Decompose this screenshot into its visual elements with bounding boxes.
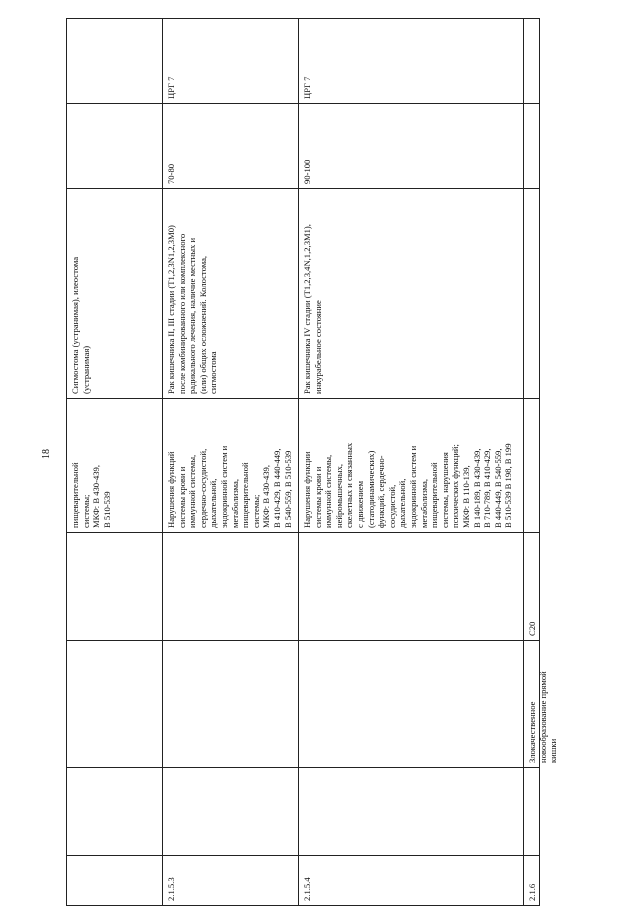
disease-name-cell (299, 641, 523, 768)
disease-name-cell (163, 641, 298, 768)
percentage-cell: 90-100 (299, 104, 523, 189)
classification-table (66, 18, 559, 906)
category-cell (524, 768, 539, 856)
row-number-cell: 2.1.5.4 (299, 856, 523, 906)
table-row (523, 18, 559, 906)
group-cell (524, 18, 539, 104)
category-cell (299, 768, 523, 856)
clinical-description-cell (524, 189, 539, 399)
page-number: 18 (41, 449, 52, 459)
group-cell: ЦРГ 7 (299, 18, 523, 104)
icd-code-cell (163, 533, 298, 641)
row-number-cell: 2.1.6 (524, 856, 539, 906)
row-number-cell: 2.1.5.3 (163, 856, 298, 906)
clinical-description-cell: Сигмостома (устранимая), илеостома (устранимая) (67, 189, 162, 399)
function-impairment-cell (524, 399, 539, 533)
percentage-cell (67, 104, 162, 189)
row-number-cell (67, 856, 162, 906)
function-impairment-cell: Нарушения функций системы крови и иммунной системы, сердечно-сосудистой, дыхательной, эндокринной систем и метаболизма, пищеварительной системы; МКФ: В 430-439, В 410-429, В 440-449, В 540-559, В 510-539 (163, 399, 298, 533)
percentage-cell: 70-80 (163, 104, 298, 189)
table-row (66, 18, 162, 906)
category-cell (67, 768, 162, 856)
table-row (298, 18, 523, 906)
disease-name-cell: Злокачественное новообразование прямой кишки (524, 641, 539, 768)
group-cell (67, 18, 162, 104)
table-row (162, 18, 298, 906)
disease-name-cell (67, 641, 162, 768)
icd-code-cell (67, 533, 162, 641)
function-impairment-cell: пищеварительной системы; МКФ: В 430-439, В 510-539 (67, 399, 162, 533)
group-cell: ЦРГ 7 (163, 18, 298, 104)
icd-code-cell (299, 533, 523, 641)
function-impairment-cell: Нарушения функции системы крови и иммунной системы, нейромышечных, скелетных и связанных с движением (статодинамических) функций, сердечно- сосудистой, дыхательной, эндокринной систем и метаболизма, пищеварительной системы, нарушения психических функций; МКФ: В 110-139, В 140-189, В 430-439, В 710-789, В 410-429, В 440-449, В 540-559, В 510-539 В 198, В 199 (299, 399, 523, 533)
category-cell (163, 768, 298, 856)
percentage-cell (524, 104, 539, 189)
clinical-description-cell: Рак кишечника II, III стадии (T1,2,3N1,2,3M0) после комбинированного или комплексного радикального лечения, наличие местных и (или) общих осложнений. Колостома, сигмостома (163, 189, 298, 399)
clinical-description-cell: Рак кишечника IV стадии (T1,2,3,4N,1,2,3M1), инкурабельное состояние (299, 189, 523, 399)
icd-code-cell: С20 (524, 533, 539, 641)
